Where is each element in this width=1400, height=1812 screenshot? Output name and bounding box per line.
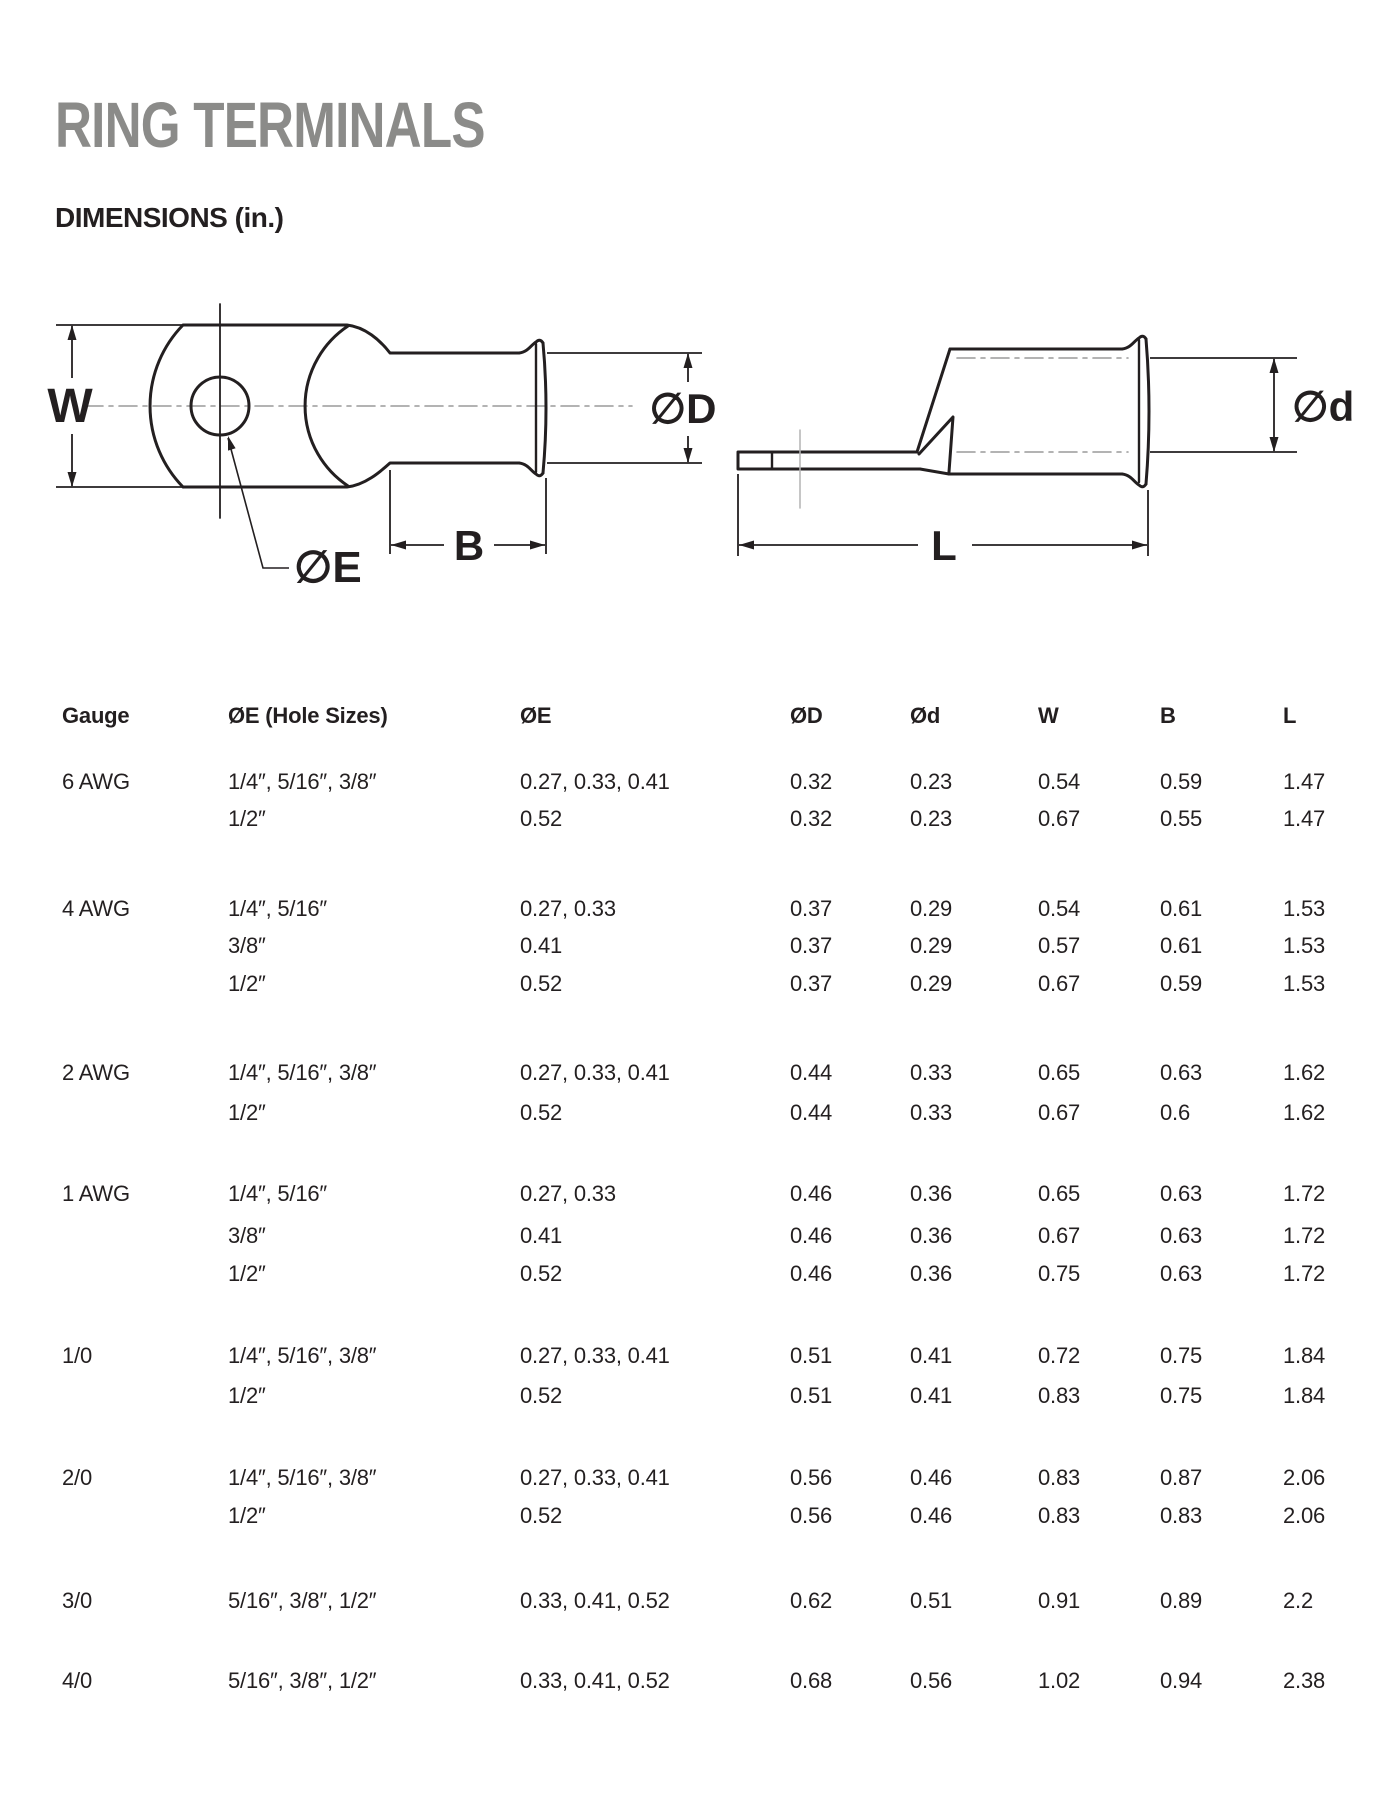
table-cell: 0.56 (790, 1503, 833, 1528)
table-cell: 1/2″ (228, 1383, 266, 1408)
table-cell: 0.52 (520, 1383, 563, 1408)
table-cell: 0.6 (1160, 1100, 1190, 1125)
table-cell: 0.61 (1160, 933, 1203, 958)
table-cell: 0.52 (520, 1503, 563, 1528)
table-cell: 1/4″, 5/16″, 3/8″ (228, 769, 377, 794)
table-cell: 0.55 (1160, 806, 1203, 831)
column-header: L (1283, 703, 1297, 728)
dim-label-phi-d-outer: ∅D (649, 385, 717, 432)
table-cell: 0.75 (1038, 1261, 1081, 1286)
table-cell: 0.44 (790, 1060, 833, 1085)
column-header: Ød (910, 703, 941, 728)
table-cell: 0.89 (1160, 1588, 1203, 1613)
column-header: ØE (Hole Sizes) (228, 703, 388, 728)
table-cell: 0.37 (790, 971, 833, 996)
table-cell: 1.84 (1283, 1343, 1326, 1368)
table-cell: 0.41 (520, 1223, 563, 1248)
table-cell: 0.32 (790, 806, 833, 831)
table-cell: 0.52 (520, 1100, 563, 1125)
table-cell: 0.91 (1038, 1588, 1081, 1613)
table-cell: 1.53 (1283, 933, 1326, 958)
table-cell: 0.57 (1038, 933, 1081, 958)
table-cell: 2.2 (1283, 1588, 1313, 1613)
table-cell: 0.33 (910, 1060, 953, 1085)
table-cell: 1/4″, 5/16″, 3/8″ (228, 1465, 377, 1490)
table-cell: 1/4″, 5/16″ (228, 896, 328, 921)
table-cell: 0.29 (910, 933, 953, 958)
table-cell: 2.06 (1283, 1503, 1326, 1528)
table-cell: 1.47 (1283, 806, 1326, 831)
table-cell: 0.72 (1038, 1343, 1081, 1368)
table-cell: 1/2″ (228, 971, 266, 996)
table-cell: 1.02 (1038, 1668, 1081, 1693)
table-cell: 0.27, 0.33, 0.41 (520, 1465, 670, 1490)
table-cell: 0.63 (1160, 1181, 1203, 1206)
table-cell: 1.62 (1283, 1100, 1326, 1125)
table-cell: 0.87 (1160, 1465, 1203, 1490)
table-cell: 0.75 (1160, 1343, 1203, 1368)
table-cell: 1.53 (1283, 971, 1326, 996)
table-cell: 0.56 (910, 1668, 953, 1693)
table-cell: 0.46 (910, 1503, 953, 1528)
table-cell: 3/8″ (228, 933, 266, 958)
table-cell: 0.27, 0.33 (520, 1181, 616, 1206)
column-header: B (1160, 703, 1176, 728)
column-header: W (1038, 703, 1059, 728)
table-cell: 0.27, 0.33, 0.41 (520, 769, 670, 794)
dim-label-l: L (931, 522, 957, 569)
table-cell: 0.46 (790, 1223, 833, 1248)
page-title: RING TERMINALS (55, 89, 485, 161)
gauge-label: 2/0 (62, 1465, 92, 1490)
gauge-label: 3/0 (62, 1588, 92, 1613)
table-cell: 0.68 (790, 1668, 833, 1693)
table-cell: 1.72 (1283, 1223, 1326, 1248)
table-cell: 2.38 (1283, 1668, 1326, 1693)
table-cell: 0.67 (1038, 1223, 1081, 1248)
table-cell: 0.36 (910, 1181, 953, 1206)
table-cell: 1.53 (1283, 896, 1326, 921)
gauge-label: 1 AWG (62, 1181, 130, 1206)
table-cell: 5/16″, 3/8″, 1/2″ (228, 1588, 377, 1613)
table-cell: 0.46 (790, 1261, 833, 1286)
table-cell: 3/8″ (228, 1223, 266, 1248)
table-cell: 0.59 (1160, 971, 1203, 996)
table-cell: 0.67 (1038, 1100, 1081, 1125)
table-cell: 0.61 (1160, 896, 1203, 921)
table-cell: 0.63 (1160, 1223, 1203, 1248)
table-cell: 0.54 (1038, 769, 1081, 794)
dim-label-b: B (453, 522, 485, 569)
column-header: ØD (790, 703, 823, 728)
table-cell: 0.23 (910, 806, 953, 831)
table-cell: 1.84 (1283, 1383, 1326, 1408)
table-cell: 0.94 (1160, 1668, 1203, 1693)
gauge-label: 2 AWG (62, 1060, 130, 1085)
table-cell: 0.54 (1038, 896, 1081, 921)
gauge-label: 6 AWG (62, 769, 130, 794)
table-cell: 0.44 (790, 1100, 833, 1125)
table-cell: 0.27, 0.33 (520, 896, 616, 921)
dim-label-phi-d-inner: ∅d (1292, 383, 1355, 430)
table-cell: 5/16″, 3/8″, 1/2″ (228, 1668, 377, 1693)
table-cell: 0.33 (910, 1100, 953, 1125)
table-cell: 0.59 (1160, 769, 1203, 794)
table-cell: 0.56 (790, 1465, 833, 1490)
table-cell: 1/2″ (228, 1503, 266, 1528)
table-cell: 0.65 (1038, 1060, 1081, 1085)
table-cell: 0.51 (790, 1383, 833, 1408)
dim-label-w: W (47, 380, 93, 433)
table-cell: 0.27, 0.33, 0.41 (520, 1060, 670, 1085)
table-cell: 1/4″, 5/16″ (228, 1181, 328, 1206)
table-cell: 0.37 (790, 896, 833, 921)
column-header: Gauge (62, 703, 130, 728)
table-cell: 0.27, 0.33, 0.41 (520, 1343, 670, 1368)
dim-label-phi-e: ∅E (294, 543, 362, 592)
table-cell: 0.51 (910, 1588, 953, 1613)
table-cell: 0.33, 0.41, 0.52 (520, 1588, 670, 1613)
gauge-label: 1/0 (62, 1343, 92, 1368)
table-cell: 0.41 (910, 1343, 953, 1368)
table-cell: 1/2″ (228, 1100, 266, 1125)
table-cell: 0.51 (790, 1343, 833, 1368)
column-header: ØE (520, 703, 552, 728)
table-cell: 0.83 (1160, 1503, 1203, 1528)
table-cell: 0.62 (790, 1588, 833, 1613)
table-cell: 1.47 (1283, 769, 1326, 794)
table-cell: 0.52 (520, 806, 563, 831)
table-cell: 0.52 (520, 1261, 563, 1286)
table-cell: 0.46 (790, 1181, 833, 1206)
table-cell: 0.29 (910, 971, 953, 996)
table-cell: 0.32 (790, 769, 833, 794)
table-cell: 0.23 (910, 769, 953, 794)
table-cell: 0.36 (910, 1223, 953, 1248)
table-cell: 1/4″, 5/16″, 3/8″ (228, 1060, 377, 1085)
table-cell: 0.83 (1038, 1503, 1081, 1528)
table-cell: 1.72 (1283, 1261, 1326, 1286)
table-cell: 0.36 (910, 1261, 953, 1286)
table-cell: 1.72 (1283, 1181, 1326, 1206)
gauge-label: 4/0 (62, 1668, 92, 1693)
table-cell: 2.06 (1283, 1465, 1326, 1490)
table-cell: 0.63 (1160, 1060, 1203, 1085)
table-cell: 0.33, 0.41, 0.52 (520, 1668, 670, 1693)
table-cell: 0.67 (1038, 971, 1081, 996)
table-cell: 0.67 (1038, 806, 1081, 831)
section-heading: DIMENSIONS (in.) (55, 202, 284, 233)
table-cell: 0.37 (790, 933, 833, 958)
table-cell: 0.65 (1038, 1181, 1081, 1206)
table-cell: 1.62 (1283, 1060, 1326, 1085)
table-cell: 0.63 (1160, 1261, 1203, 1286)
gauge-label: 4 AWG (62, 896, 130, 921)
table-cell: 0.75 (1160, 1383, 1203, 1408)
table-cell: 1/4″, 5/16″, 3/8″ (228, 1343, 377, 1368)
table-cell: 0.52 (520, 971, 563, 996)
table-cell: 0.83 (1038, 1383, 1081, 1408)
table-cell: 0.41 (520, 933, 563, 958)
table-cell: 0.41 (910, 1383, 953, 1408)
table-cell: 0.46 (910, 1465, 953, 1490)
table-cell: 0.83 (1038, 1465, 1081, 1490)
table-cell: 1/2″ (228, 1261, 266, 1286)
table-cell: 0.29 (910, 896, 953, 921)
table-cell: 1/2″ (228, 806, 266, 831)
